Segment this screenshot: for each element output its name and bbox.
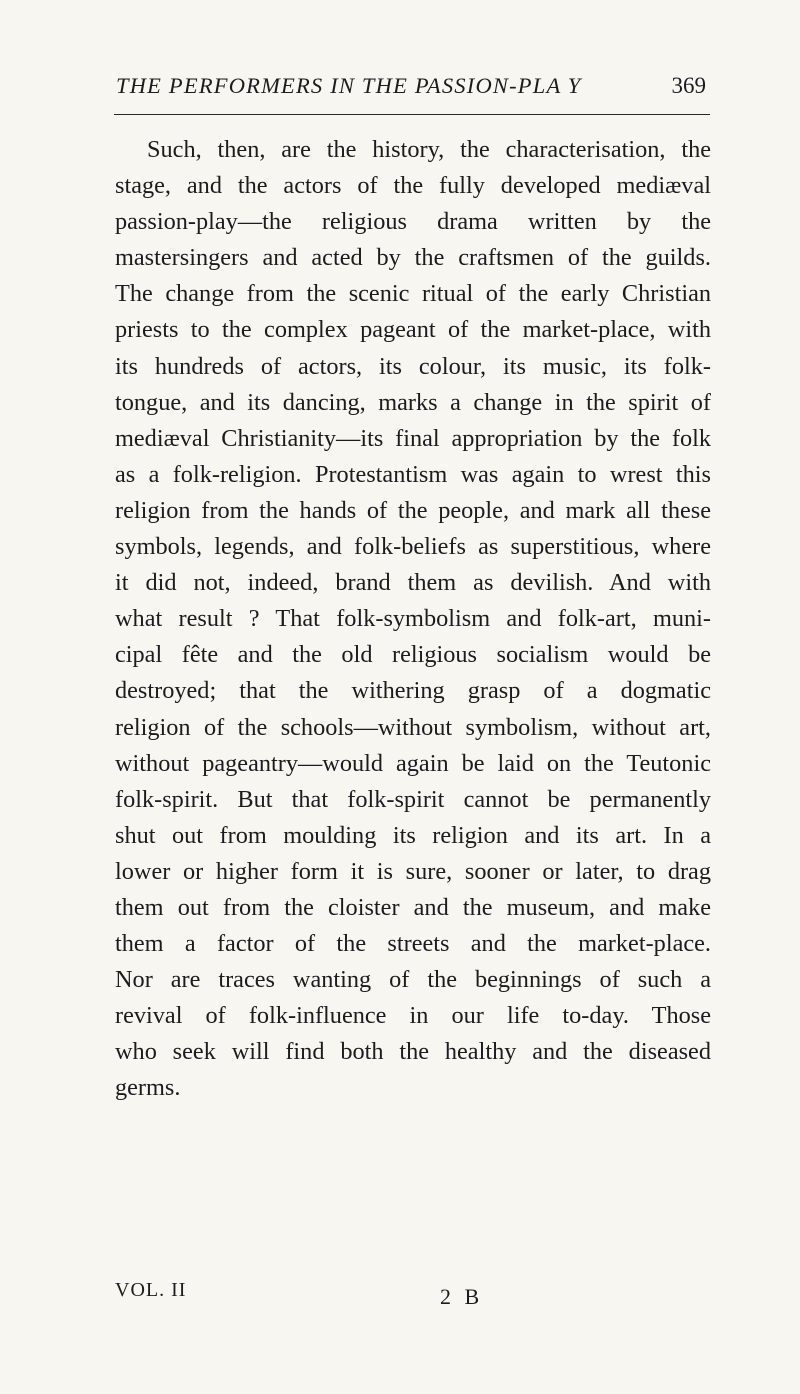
text-line: tongue, and its dancing, marks a change in the spirit of — [115, 388, 711, 416]
text-line: who seek will find both the healthy and the diseased — [115, 1038, 711, 1066]
text-line: them out from the cloister and the museum, and make — [115, 893, 711, 921]
text-line: Such, then, are the history, the characterisation, the — [147, 136, 711, 163]
text-line: them a factor of the streets and the market-place. — [115, 930, 711, 958]
text-line: religion of the schools—without symbolism, without art, — [115, 713, 711, 741]
text-line: what result ? That folk-symbolism and folk-art, muni- — [115, 605, 711, 633]
text-line: priests to the complex pageant of the market-place, with — [115, 316, 711, 344]
text-line: mastersingers and acted by the craftsmen of the guilds. — [115, 244, 711, 272]
body-paragraph — [115, 132, 711, 1107]
running-title: THE PERFORMERS IN THE PASSION-PLA Y — [116, 73, 582, 98]
text-line: Nor are traces wanting of the beginnings of such a — [115, 966, 711, 994]
text-line: cipal fête and the old religious socialism would be — [115, 641, 711, 669]
text-line: folk-spirit. But that folk-spirit cannot be permanently — [115, 785, 711, 813]
text-line: symbols, legends, and folk-beliefs as superstitious, where — [115, 533, 711, 561]
text-line: lower or higher form it is sure, sooner or later, to drag — [115, 857, 711, 885]
text-line: as a folk-religion. Protestantism was again to wrest this — [115, 460, 711, 488]
text-line: it did not, indeed, brand them as devilish. And with — [115, 569, 711, 597]
text-line: revival of folk-influence in our life to-day. Those — [115, 1002, 711, 1030]
text-line: stage, and the actors of the fully developed mediæval — [115, 172, 711, 200]
volume-label: VOL. II — [115, 1279, 187, 1301]
text-line: destroyed; that the withering grasp of a dogmatic — [115, 677, 711, 705]
text-line: The change from the scenic ritual of the early Christian — [115, 280, 711, 308]
text-line: mediæval Christianity—its final appropriation by the folk — [115, 424, 711, 452]
text-line: germs. — [115, 1074, 181, 1102]
text-line: passion-play—the religious drama written by the — [115, 208, 711, 236]
header-rule — [114, 114, 710, 115]
signature-mark: 2 B — [440, 1284, 484, 1309]
text-line: shut out from moulding its religion and its art. In a — [115, 821, 711, 849]
text-line: religion from the hands of the people, and mark all these — [115, 496, 711, 524]
running-head — [116, 70, 706, 102]
text-line: without pageantry—would again be laid on the Teutonic — [115, 749, 711, 777]
text-line: its hundreds of actors, its colour, its music, its folk- — [115, 352, 711, 380]
page-number: 369 — [671, 73, 706, 98]
